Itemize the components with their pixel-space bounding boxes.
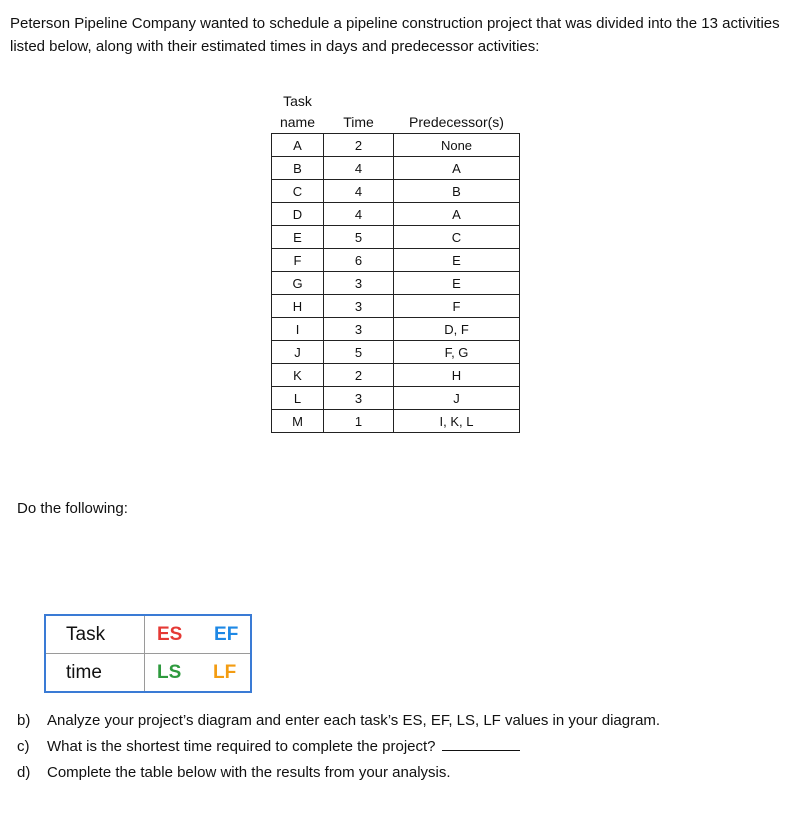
question-text: Analyze your project’s diagram and enter each task’s ES, EF, LS, LF values in your diagram.: [47, 712, 661, 729]
cell-task: F: [272, 249, 324, 272]
table-row: [272, 318, 520, 341]
legend-es: ES: [157, 623, 183, 645]
cell-predecessor: I, K, L: [394, 410, 520, 433]
cell-predecessor: B: [394, 180, 520, 203]
table-row: [272, 226, 520, 249]
cell-time: 4: [324, 203, 394, 226]
table-row: [272, 295, 520, 318]
cell-predecessor: A: [394, 157, 520, 180]
cell-task: A: [272, 134, 324, 157]
question-text: What is the shortest time required to complete the project?: [47, 738, 436, 755]
activity-table: [271, 87, 520, 433]
cell-predecessor: C: [394, 226, 520, 249]
cell-task: D: [272, 203, 324, 226]
cell-task: K: [272, 364, 324, 387]
question-text: Complete the table below with the results from your analysis.: [47, 764, 451, 781]
cell-task: E: [272, 226, 324, 249]
cell-task: I: [272, 318, 324, 341]
cell-time: 1: [324, 410, 394, 433]
header-time: Time: [343, 114, 374, 130]
table-row: [272, 272, 520, 295]
table-row: [272, 387, 520, 410]
cell-time: 3: [324, 318, 394, 341]
cell-time: 5: [324, 226, 394, 249]
cell-time: 3: [324, 387, 394, 410]
cell-task: H: [272, 295, 324, 318]
table-row: [272, 364, 520, 387]
cell-predecessor: H: [394, 364, 520, 387]
do-following-label: Do the following:: [17, 500, 128, 517]
question-letter: c): [17, 738, 30, 755]
cell-time: 6: [324, 249, 394, 272]
header-predecessors: Predecessor(s): [409, 114, 504, 130]
question-b: [17, 708, 660, 734]
cell-time: 2: [324, 134, 394, 157]
cell-predecessor: F, G: [394, 341, 520, 364]
cell-predecessor: J: [394, 387, 520, 410]
header-task-line1: Task: [283, 93, 312, 109]
cell-time: 2: [324, 364, 394, 387]
table-row: [272, 341, 520, 364]
cell-task: G: [272, 272, 324, 295]
table-row: [272, 249, 520, 272]
table-row: [272, 180, 520, 203]
cell-predecessor: F: [394, 295, 520, 318]
table-row: [272, 134, 520, 157]
legend-task-label: Task: [45, 615, 145, 654]
intro-paragraph: Peterson Pipeline Company wanted to schedule a pipeline construction project that was divided into the 13 activities listed below, along with their estimated times in days and predecessor activities:: [10, 15, 780, 55]
legend-ls: LS: [157, 661, 182, 683]
header-task-line2: name: [279, 114, 316, 130]
cell-task: L: [272, 387, 324, 410]
cell-predecessor: None: [394, 134, 520, 157]
cell-time: 3: [324, 295, 394, 318]
legend-ef: EF: [214, 623, 239, 645]
question-letter: b): [17, 712, 31, 729]
cell-predecessor: E: [394, 272, 520, 295]
cell-task: J: [272, 341, 324, 364]
legend-time-label: time: [45, 654, 145, 693]
table-row: [272, 203, 520, 226]
cell-time: 4: [324, 180, 394, 203]
cell-time: 3: [324, 272, 394, 295]
table-row: [272, 157, 520, 180]
cell-predecessor: D, F: [394, 318, 520, 341]
question-letter: d): [17, 764, 31, 781]
table-row: [272, 410, 520, 433]
questions-list: [17, 708, 660, 786]
answer-blank[interactable]: [442, 734, 520, 751]
cell-time: 5: [324, 341, 394, 364]
legend-values-top: [145, 615, 252, 654]
cell-predecessor: A: [394, 203, 520, 226]
legend-values-bottom: [145, 654, 252, 693]
question-d: [17, 760, 660, 786]
cell-task: B: [272, 157, 324, 180]
question-c: [17, 734, 660, 760]
header-task-name: [272, 87, 324, 134]
legend-lf: LF: [212, 661, 237, 683]
cell-predecessor: E: [394, 249, 520, 272]
legend-box: [44, 614, 252, 693]
activity-table-body: [272, 134, 520, 433]
cell-task: C: [272, 180, 324, 203]
cell-time: 4: [324, 157, 394, 180]
cell-task: M: [272, 410, 324, 433]
